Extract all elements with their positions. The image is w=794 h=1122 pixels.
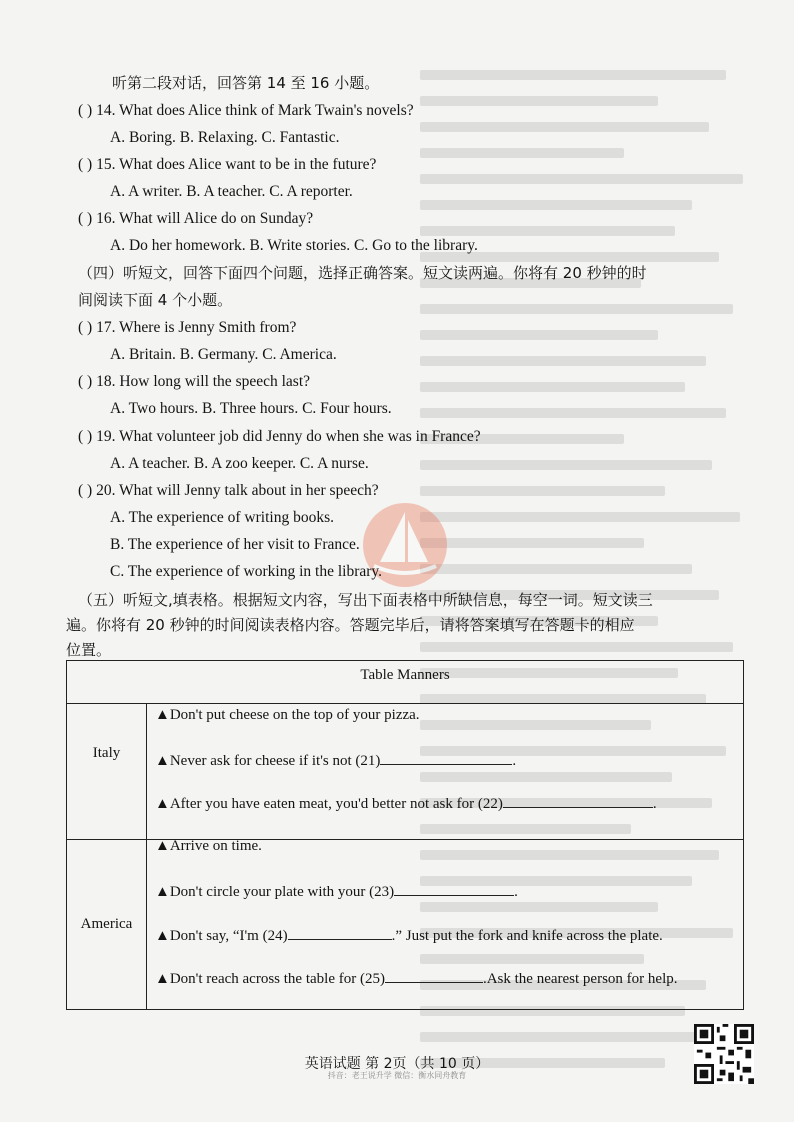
america-rule-2: ▲Don't circle your plate with your (23) . xyxy=(155,881,518,901)
question-16-options: A. Do her homework. B. Write stories. C. Go to the library. xyxy=(110,237,478,254)
question-20-option-a: A. The experience of writing books. xyxy=(110,509,334,526)
blank-23 xyxy=(394,881,514,896)
blank-21 xyxy=(380,750,512,765)
america-rule-3 xyxy=(155,925,663,945)
america-rule-4 xyxy=(155,968,678,988)
blank-22 xyxy=(503,793,653,808)
page-footer: 英语试题 第 2页（共 10 页） xyxy=(304,1056,490,1072)
table-title: Table Manners xyxy=(67,661,743,704)
section5-instructions-line1: （五）听短文,填表格。根据短文内容，写出下面表格中所缺信息，每空一词。短文读三 xyxy=(78,591,653,609)
italy-rule-2-text: ▲Never ask for cheese if it's not (21) xyxy=(155,753,381,769)
america-rule-2-text: ▲Don't circle your plate with your (23) xyxy=(155,884,395,900)
america-rule-1: ▲Arrive on time. xyxy=(155,838,262,854)
section4-instructions-line1: （四）听短文，回答下面四个问题，选择正确答案。短文读两遍。你将有 20 秒钟的时 xyxy=(78,264,647,282)
section5-instructions-line3: 位置。 xyxy=(66,641,112,659)
italy-rule-2: ▲Never ask for cheese if it's not (21) . xyxy=(155,750,516,770)
italy-rule-3-text: ▲After you have eaten meat, you'd better not ask for (22) xyxy=(155,796,503,812)
section4-instructions-line2: 间阅读下面 4 个小题。 xyxy=(78,291,233,309)
table-manners-table xyxy=(66,660,744,1010)
qr-code-icon xyxy=(694,1024,754,1084)
america-rule-3-pre: ▲Don't say, “I'm (24) xyxy=(155,928,288,944)
footer-watermark: 抖音：老王说升学 微信：衡水同舟教育 xyxy=(327,1071,467,1080)
question-18: ( ) 18. How long will the speech last? xyxy=(78,373,311,390)
question-15: ( ) 15. What does Alice want to be in the future? xyxy=(78,156,377,173)
question-15-options: A. A writer. B. A teacher. C. A reporter. xyxy=(110,183,353,200)
america-rule-3-post: .” Just put the fork and knife across the plate. xyxy=(391,928,663,944)
section-intro: 听第二段对话，回答第 14 至 16 小题。 xyxy=(112,74,380,92)
row-label-america: America xyxy=(67,839,147,1009)
blank-24 xyxy=(288,925,392,940)
row-label-italy: Italy xyxy=(67,703,147,839)
question-16: ( ) 16. What will Alice do on Sunday? xyxy=(78,210,314,227)
question-17-options: A. Britain. B. Germany. C. America. xyxy=(110,346,337,363)
question-20: ( ) 20. What will Jenny talk about in her speech? xyxy=(78,482,379,499)
question-14: ( ) 14. What does Alice think of Mark Twain's novels? xyxy=(78,102,414,119)
question-20-option-c: C. The experience of working in the library. xyxy=(110,563,383,580)
america-rule-4-post: .Ask the nearest person for help. xyxy=(482,971,678,987)
question-20-option-b: B. The experience of her visit to France. xyxy=(110,536,360,553)
question-17: ( ) 17. Where is Jenny Smith from? xyxy=(78,319,297,336)
question-14-options: A. Boring. B. Relaxing. C. Fantastic. xyxy=(110,129,340,146)
america-rule-4-pre: ▲Don't reach across the table for (25) xyxy=(155,971,385,987)
question-19-options: A. A teacher. B. A zoo keeper. C. A nurse. xyxy=(110,455,369,472)
section5-instructions-line2: 遍。你将有 20 秒钟的时间阅读表格内容。答题完毕后，请将答案填写在答题卡的相应 xyxy=(66,616,635,634)
blank-25 xyxy=(385,968,483,983)
question-18-options: A. Two hours. B. Three hours. C. Four hours. xyxy=(110,400,392,417)
italy-rule-1: ▲Don't put cheese on the top of your pizza. xyxy=(155,707,420,723)
question-19: ( ) 19. What volunteer job did Jenny do when she was in France? xyxy=(78,428,481,445)
italy-rule-3: ▲After you have eaten meat, you'd better not ask for (22) . xyxy=(155,793,657,813)
